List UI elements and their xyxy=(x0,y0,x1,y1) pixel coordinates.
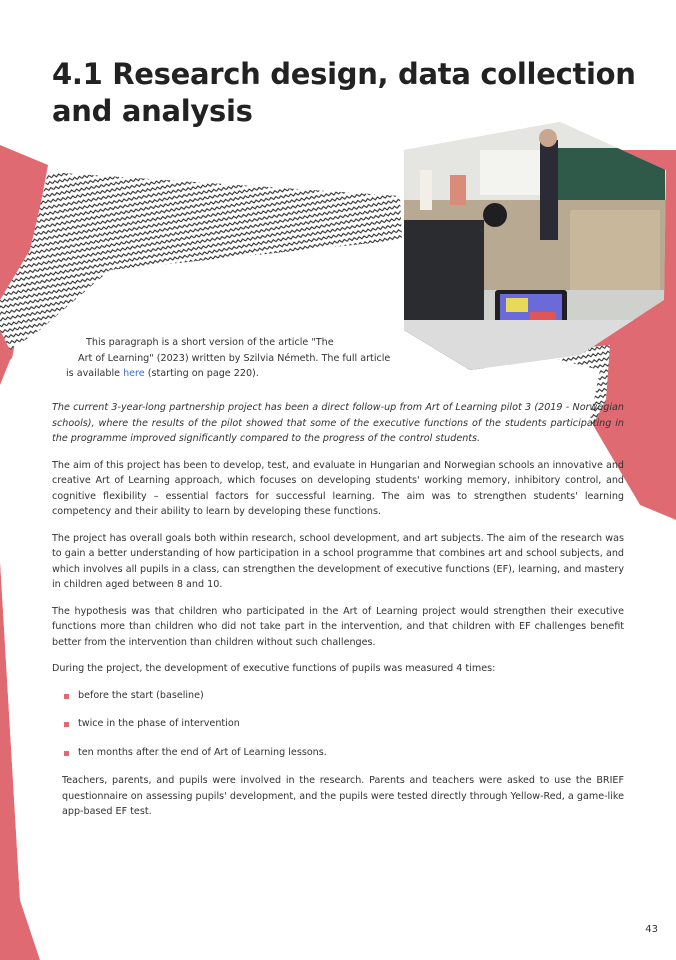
intro-line-3-suffix: (starting on page 220). xyxy=(144,368,259,379)
paragraph-6: Teachers, parents, and pupils were involved in the research. Parents and teachers were asked to use the BRIEF questionnaire on assessing pupils' development, and the pupils were tested directly through Yellow-Red, a game-like app-based EF test. xyxy=(62,775,624,817)
page-title: 4.1 Research design, data collection and analysis xyxy=(52,57,636,128)
intro-line-2: Art of Learning" (2023) written by Szilvia Németh. The full article xyxy=(78,352,391,364)
body-text xyxy=(52,400,624,831)
paragraph-5: During the project, the development of executive functions of pupils was measured 4 times: xyxy=(52,663,496,674)
page-number: 43 xyxy=(645,924,658,935)
measurement-list xyxy=(64,688,624,761)
paragraph-3: The project has overall goals both within research, school development, and art subjects. The aim of the research was to gain a better understanding of how participation in a school programme that combines art and school subjects, and which involves all pupils in a class, can strengthen the development of executive functions (EF), learning, and mastery in children aged between 8 and 10. xyxy=(52,532,624,590)
paragraph-1: The current 3-year-long partnership project has been a direct follow-up from Art of Learning pilot 3 (2019 - Norwegian schools), where the results of the pilot showed that some of the executive functions of the students participating in the programme improved significantly compared to the progress of the control students. xyxy=(52,402,624,444)
paragraph-2: The aim of this project has been to develop, test, and evaluate in Hungarian and Norwegian schools an innovative and creative Art of Learning approach, which focuses on developing students' working memory, inhibitory control, and cognitive flexibility – essential factors for successful learning. The aim was to strengthen students' learning competency and their ability to learn by developing these functions. xyxy=(52,459,624,517)
paragraph-4: The hypothesis was that children who participated in the Art of Learning project would strengthen their executive functions more than children who did not take part in the intervention, and that children with EF challenges benefit better from the intervention than children without such challenges. xyxy=(52,605,624,648)
intro-line-3 xyxy=(64,366,434,382)
list-item: ten months after the end of Art of Learning lessons. xyxy=(64,745,624,761)
article-link[interactable]: here xyxy=(123,368,145,379)
list-item: twice in the phase of intervention xyxy=(64,716,624,732)
intro-note xyxy=(64,335,434,382)
intro-line-3-text: is available xyxy=(66,368,124,379)
intro-line-1: This paragraph is a short version of the article "The xyxy=(86,337,334,348)
list-item: before the start (baseline) xyxy=(64,688,624,704)
